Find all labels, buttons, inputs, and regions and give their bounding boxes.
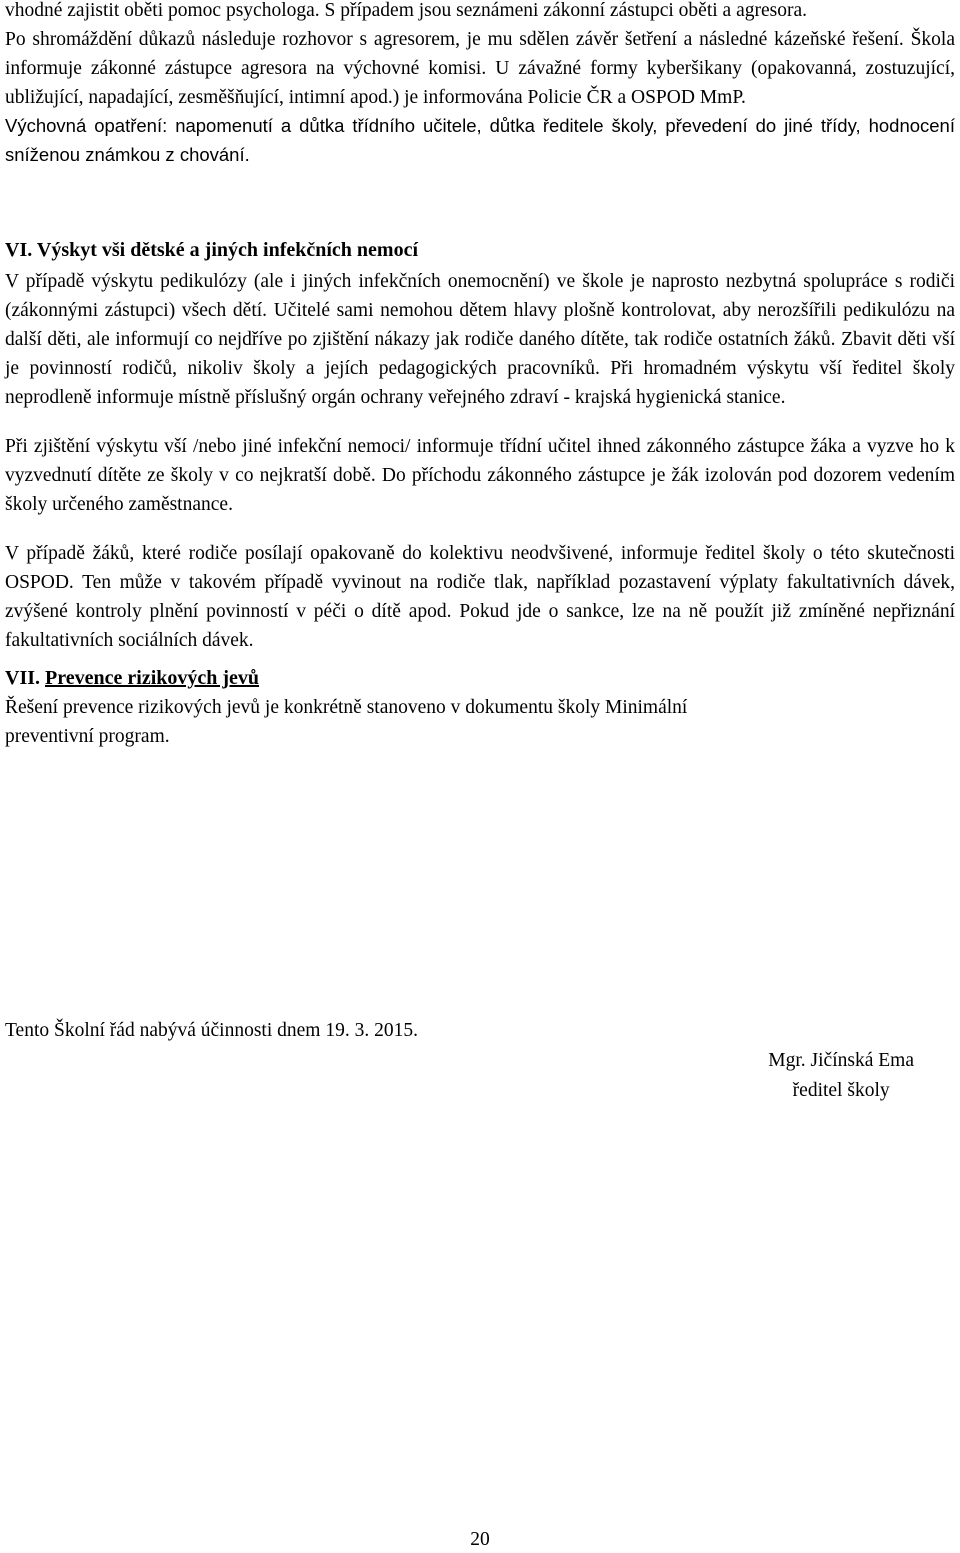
section-6-paragraph-2: Při zjištění výskytu vší /nebo jiné infekční nemoci/ informuje třídní učitel ihned zákonného zástupce žáka a vyzve ho k vyzvednutí dítěte ze školy v co nejkratší době. Do příchodu zákonného zástupce je žák izolován pod dozorem vedením školy určeného zaměstnance. [5, 436, 955, 515]
document-body [5, 0, 955, 751]
signature-name: Mgr. Jičínská Ema [768, 1050, 914, 1071]
intro-paragraph-3: Výchovná opatření: napomenutí a důtka třídního učitele, důtka ředitele školy, převedení do jiné třídy, hodnocení sníženou známkou z chování. [5, 115, 955, 165]
page-number: 20 [470, 1529, 490, 1550]
effective-date-statement: Tento Školní řád nabývá účinnosti dnem 19. 3. 2015. [5, 1020, 418, 1041]
signature-block [768, 1046, 914, 1106]
section-7-line-1: Řešení prevence rizikových jevů je konkrétně stanoveno v dokumentu školy Minimální [5, 697, 688, 718]
section-7-title: Prevence rizikových jevů [45, 667, 260, 689]
section-6-paragraph-1: V případě výskytu pedikulózy (ale i jiných infekčních onemocnění) ve škole je naprosto nezbytná spolupráce s rodiči (zákonnými zástupci) všech dětí. Učitelé sami nemohou dětem hlavy plošně kontrolovat, aby nerozšířili pedikulózu na další děti, ale informují co nejdříve po zjištění nákazy jak rodiče daného dítěte, tak rodiče ostatních žáků. Zbavit děti vší je povinností rodičů, nikoliv školy a jejích pedagogických pracovníků. Při hromadném výskytu vší ředitel školy neprodleně informuje místně příslušný orgán ochrany veřejného zdraví - krajská hygienická stanice. [5, 271, 955, 408]
section-6-paragraph-3: V případě žáků, které rodiče posílají opakovaně do kolektivu neodvšivené, informuje ředitel školy o této skutečnosti OSPOD. Ten může v takovém případě vyvinout na rodiče tlak, například pozastavení výplaty fakultativních dávek, zvýšené kontroly plnění povinností v péči o dítě apod. Pokud jde o sankce, lze na ně použít již zmíněné nepřiznání fakultativních sociálních dávek. [5, 543, 955, 651]
section-6-number: VI. [5, 239, 33, 261]
signature-role: ředitel školy [792, 1080, 890, 1101]
intro-paragraph-1: vhodné zajistit oběti pomoc psychologa. S případem jsou seznámeni zákonní zástupci oběti a agresora. [5, 0, 807, 21]
section-7-number: VII. [5, 667, 41, 689]
spacer [5, 169, 955, 235]
section-6-title: Výskyt vši dětské a jiných infekčních nemocí [36, 239, 418, 261]
section-7-heading [5, 663, 955, 693]
section-7-line-2: preventivní program. [5, 726, 170, 747]
section-7-paragraph [5, 693, 955, 751]
intro-paragraph-2-text: Po shromáždění důkazů následuje rozhovor s agresorem, je mu sdělen závěr šetření a následné kázeňské řešení. Škola informuje zákonné zástupce agresora na výchovné komisi. U závažné formy kyberšikany (opakovanná, zostuzující, ubližující, napadající, zesměšňující, intimní apod.) je informována Policie ČR a OSPOD MmP. [5, 29, 955, 108]
intro-paragraph-2 [5, 25, 955, 112]
section-6-heading [5, 235, 955, 265]
